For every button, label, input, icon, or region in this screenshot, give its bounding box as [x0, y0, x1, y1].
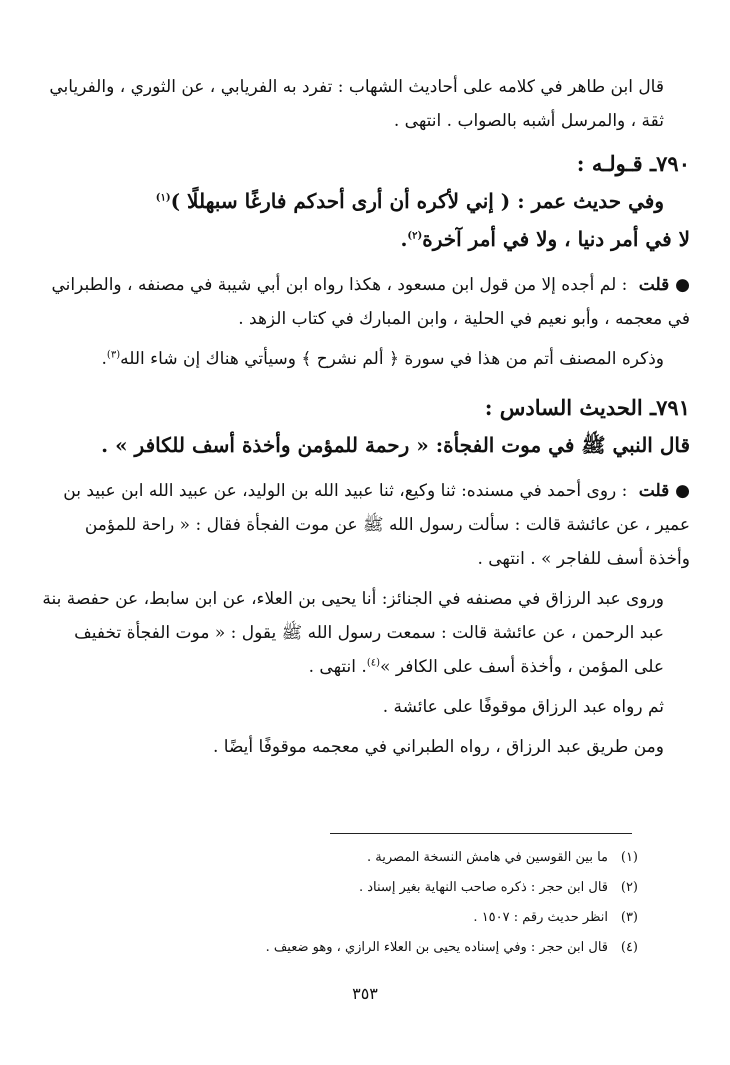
footnote-ref-4: (٤) [366, 657, 381, 669]
footnote-text: قال ابن حجر : ذكره صاحب النهاية بغير إسناد . [358, 880, 608, 895]
footnote-number: (٢) [620, 880, 638, 895]
footnote-ref-1: (١) [155, 192, 171, 204]
paragraph-ibn-tahir: قال ابن طاهر في كلامه على أحاديث الشهاب : تفرد به الفريابي ، عن الثوري ، والفريابي ثقة ، والمرسل أشبه بالصواب . انتهى . [49, 77, 664, 131]
qult-label: ● قلت [638, 481, 690, 501]
paragraph-abdurrazzaq [40, 582, 690, 684]
page-body [40, 70, 690, 764]
footnote-text: قال ابن حجر : وفي إسناده يحيى بن العلاء الرازي ، وهو ضعيف . [265, 940, 608, 955]
section-heading-790: ٧٩٠ـ قـولـه : [576, 151, 690, 176]
paragraph-sura-reference [40, 342, 690, 376]
quote-umar-line2 [40, 220, 690, 258]
footnote-number: (٣) [620, 910, 638, 925]
footnote-ref-3: (٣) [106, 349, 121, 361]
paragraph-qult-1 [40, 268, 690, 336]
section-heading-791: ٧٩١ـ الحديث السادس : [484, 395, 690, 420]
footnote-number: (١) [620, 850, 638, 865]
footnotes [118, 843, 638, 963]
quote-umar-line1 [40, 182, 690, 220]
sura-reference-text: وذكره المصنف أتم من هذا في سورة ﴿ ألم نشرح ﴾ وسيأتي هناك إن شاء الله [120, 349, 664, 369]
sura-reference-end: . [101, 349, 107, 369]
qult-label: ● قلت [638, 275, 690, 295]
quote-sudden-death: قال النبي ﷺ في موت الفجأة: « رحمة للمؤمن وأخذة أسف للكافر » . [101, 433, 690, 457]
quote-umar-continued: لا في أمر دنيا ، ولا في أمر آخرة [422, 227, 690, 251]
footnote-divider [330, 833, 632, 834]
footnote-ref-2: (٢) [407, 230, 423, 242]
abdurrazzaq-text: وروى عبد الرزاق في مصنفه في الجنائز: أنا يحيى بن العلاء، عن ابن سابط، عن حفصة بنة عبد الرحمن ، عن عائشة قالت : سمعت رسول الله ﷺ يقول : « موت الفجأة تخفيف على المؤمن ، وأخذة أسف على الكافر » [42, 589, 664, 677]
footnote-1 [118, 843, 638, 873]
paragraph-qult-2 [40, 474, 690, 576]
paragraph-mawquf: ثم رواه عبد الرزاق موقوفًا على عائشة . [382, 697, 664, 717]
paragraph-tabarani: ومن طريق عبد الرزاق ، رواه الطبراني في معجمه موقوفًا أيضًا . [212, 737, 664, 757]
footnote-number: (٤) [620, 940, 638, 955]
qult-text: : لم أجده إلا من قول ابن مسعود ، هكذا رواه ابن أبي شيبة في مصنفه ، والطبراني في معجمه ، وأبو نعيم في الحلية ، وابن المبارك في كتاب الزهد . [51, 275, 690, 329]
footnote-text: انظر حديث رقم : ١٥٠٧ . [473, 910, 608, 925]
footnote-4 [118, 933, 638, 963]
footnote-3 [118, 903, 638, 933]
abdurrazzaq-end: . انتهى . [308, 657, 367, 677]
quote-umar-end: . [400, 227, 408, 251]
qult-text: : روى أحمد في مسنده: ثنا وكيع، ثنا عبيد الله بن الوليد، عن عبيد الله ابن عبيد بن عمير ، عن عائشة قالت : سألت رسول الله ﷺ عن موت الفجأة فقال : « راحة للمؤمن وأخذة أسف للفاجر » . انتهى . [63, 481, 690, 569]
quote-umar-text: وفي حديث عمر : ( إني لأكره أن أرى أحدكم فارغًا سبهللًا ) [170, 189, 664, 213]
footnote-text: ما بين القوسين في هامش النسخة المصرية . [367, 850, 608, 865]
page-number: ٣٥٣ [352, 984, 378, 1003]
footnote-2 [118, 873, 638, 903]
